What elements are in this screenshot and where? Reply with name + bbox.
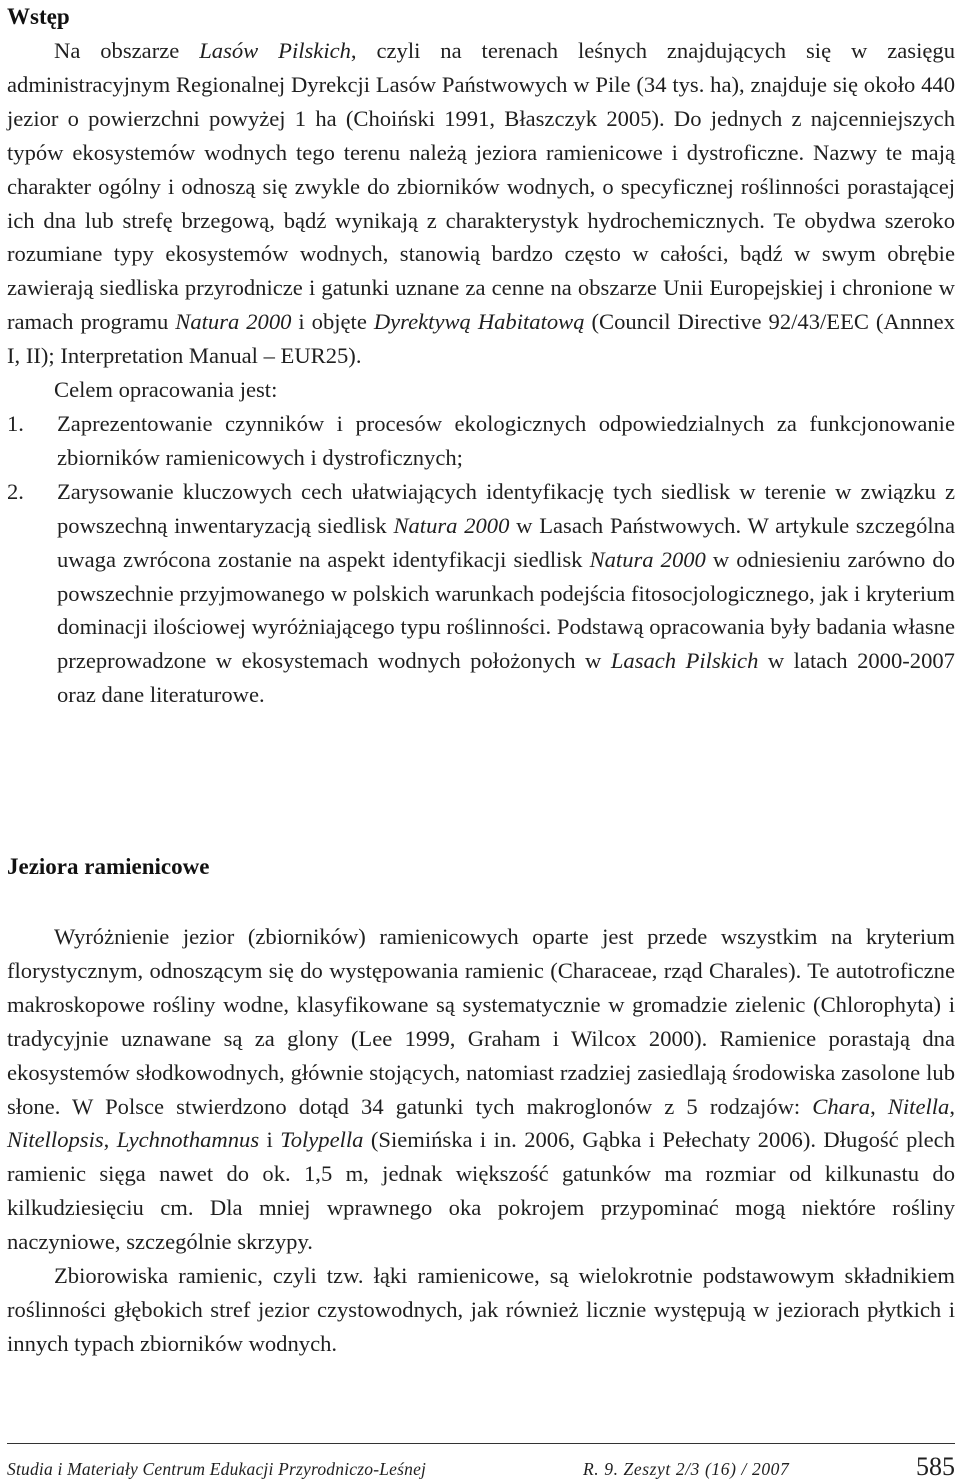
section-heading-charophyte-lakes: Jeziora ramienicowe (7, 854, 210, 879)
italic-term: Natura 2000 (175, 309, 292, 335)
text-run: , (870, 1093, 888, 1119)
italic-term: Tolypella (280, 1127, 364, 1153)
italic-term: Nitellopsis (7, 1127, 104, 1153)
italic-term: Dyrektywą Habitatową (373, 309, 585, 335)
list-item-text (57, 475, 955, 712)
intro-paragraph-2: Celem opracowania jest: (54, 377, 278, 403)
list-item-text (57, 407, 955, 475)
intro-paragraph-1 (7, 34, 955, 373)
text-run: Na obszarze (54, 38, 200, 63)
page-number: 585 (916, 1452, 955, 1481)
italic-term: Natura 2000 (393, 512, 510, 538)
text-run: , (103, 1127, 117, 1153)
text-run: (Council Directive 92/43/EEC (Annnex I, II); Interpretation Manual – EUR25). (7, 309, 955, 369)
italic-term: Lasach Pilskich (610, 648, 759, 674)
section-heading-intro: Wstęp (7, 4, 70, 29)
italic-term: Natura 2000 (589, 546, 706, 572)
text-run: i (259, 1127, 281, 1153)
italic-term: Lychnothamnus (116, 1127, 260, 1153)
text-run: , czyli na terenach leśnych znajdujących się w zasięgu administracyjnym Regionalnej Dyrekcji Lasów Państwowych w Pile (34 tys. ha), znajduje się około 440 jezior o powierzchni powyżej 1 ha (Choiński 1991, Błaszczyk 2005). Do jednych z najcenniejszych typów ekosystemów wodnych tego terenu należą jeziora ramienicowe i dystroficzne. Nazwy te mają charakter ogólny i odnoszą się zwykle do zbiorników wodnych, o specyficznej roślinności porastającej ich dna lub strefę brzegową, bądź wynikają z charakterystyk hydrochemicznych. Te obydwa szeroko rozumiane typy ekosystemów wodnych, stanowią bardzo często w całości, bądź w swym obrębie zawierają siedliska przyrodnicze i gatunki uznane za cenne na obszarze Unii Europejskiej i chronione w ramach programu (7, 38, 955, 335)
text-run: w odniesieniu zarówno do powszechnie przyjmowanego w polskich warunkach podejścia fitosocjologicznego, jak i kryterium dominacji ilościowej wyróżniającego typu roślinności. Podstawą opracowania były badania własne przeprowadzone w ekosystemach wodnych położonych w (57, 546, 955, 674)
journal-title: Studia i Materiały Centrum Edukacji Przyrodniczo-Leśnej (7, 1459, 427, 1479)
charophyte-section (7, 920, 955, 1361)
aims-list (7, 407, 955, 712)
italic-term: Chara (812, 1093, 871, 1119)
charophyte-paragraph-1 (7, 920, 955, 1259)
text-run: w Lasach Państwowych. W artykule szczególna uwaga zwrócona zostanie na aspekt identyfikacji siedlisk (57, 512, 955, 572)
text-run: Wyróżnienie jezior (zbiorników) ramienicowych oparte jest przede wszystkim na kryterium florystycznym, odnoszącym się do występowania ramienic (Characeae, rząd Charales). Te autotroficzne makroskopowe rośliny wodne, klasyfikowane są systematycznie w gromadzie zielenic (Chlorophyta) i tradycyjnie uznawane są za glony (Lee 1999, Graham i Wilcox 2000). Ramienice porastają dna ekosystemów słodkowodnych, głównie stojących, natomiast rzadziej zasiedlają środowiska zasolone lub słone. W Polsce stwierdzono dotąd 34 gatunki tych makroglonów z 5 rodzajów: (7, 924, 955, 1119)
text-run: i objęte (291, 309, 374, 335)
italic-term: Nitella (887, 1093, 950, 1119)
italic-term: Lasów Pilskich (199, 38, 351, 63)
charophyte-paragraph-2: Zbiorowiska ramienic, czyli tzw. łąki ramienicowe, są wielokrotnie podstawowym składnikiem roślinności głębokich stref jezior czystowodnych, jak również licznie występują w jeziorach płytkich i innych typach zbiorników wodnych. (7, 1263, 955, 1356)
issue-info: R. 9. Zeszyt 2/3 (16) / 2007 (583, 1459, 790, 1479)
text-run: , (949, 1093, 955, 1119)
text-run: (Siemińska i in. 2006, Gąbka i Pełechaty 2006). Długość plech ramienic sięga nawet do ok. 1,5 m, jednak większość gatunków ma rozmiar od kilkunastu do kilkudziesięciu cm. Dla mniej wprawnego oka pokrojem przypominać mogą niektóre rośliny naczyniowe, szczególnie skrzypy. (7, 1127, 956, 1255)
page-footer (7, 1443, 955, 1481)
list-item-number: 1. (7, 410, 24, 436)
text-run: Zaprezentowanie czynników i procesów ekologicznych odpowiedzialnych za funkcjonowanie zbiorników ramienicowych i dystroficznych; (57, 410, 955, 470)
intro-section (7, 34, 955, 712)
list-item (7, 407, 955, 475)
text-run: Zarysowanie kluczowych cech ułatwiających identyfikację tych siedlisk w terenie w związku z powszechną inwentaryzacją siedlisk (57, 478, 955, 538)
text-run: w latach 2000-2007 oraz dane literaturowe. (57, 648, 955, 708)
list-item-number: 2. (7, 478, 24, 504)
list-item (7, 475, 955, 712)
